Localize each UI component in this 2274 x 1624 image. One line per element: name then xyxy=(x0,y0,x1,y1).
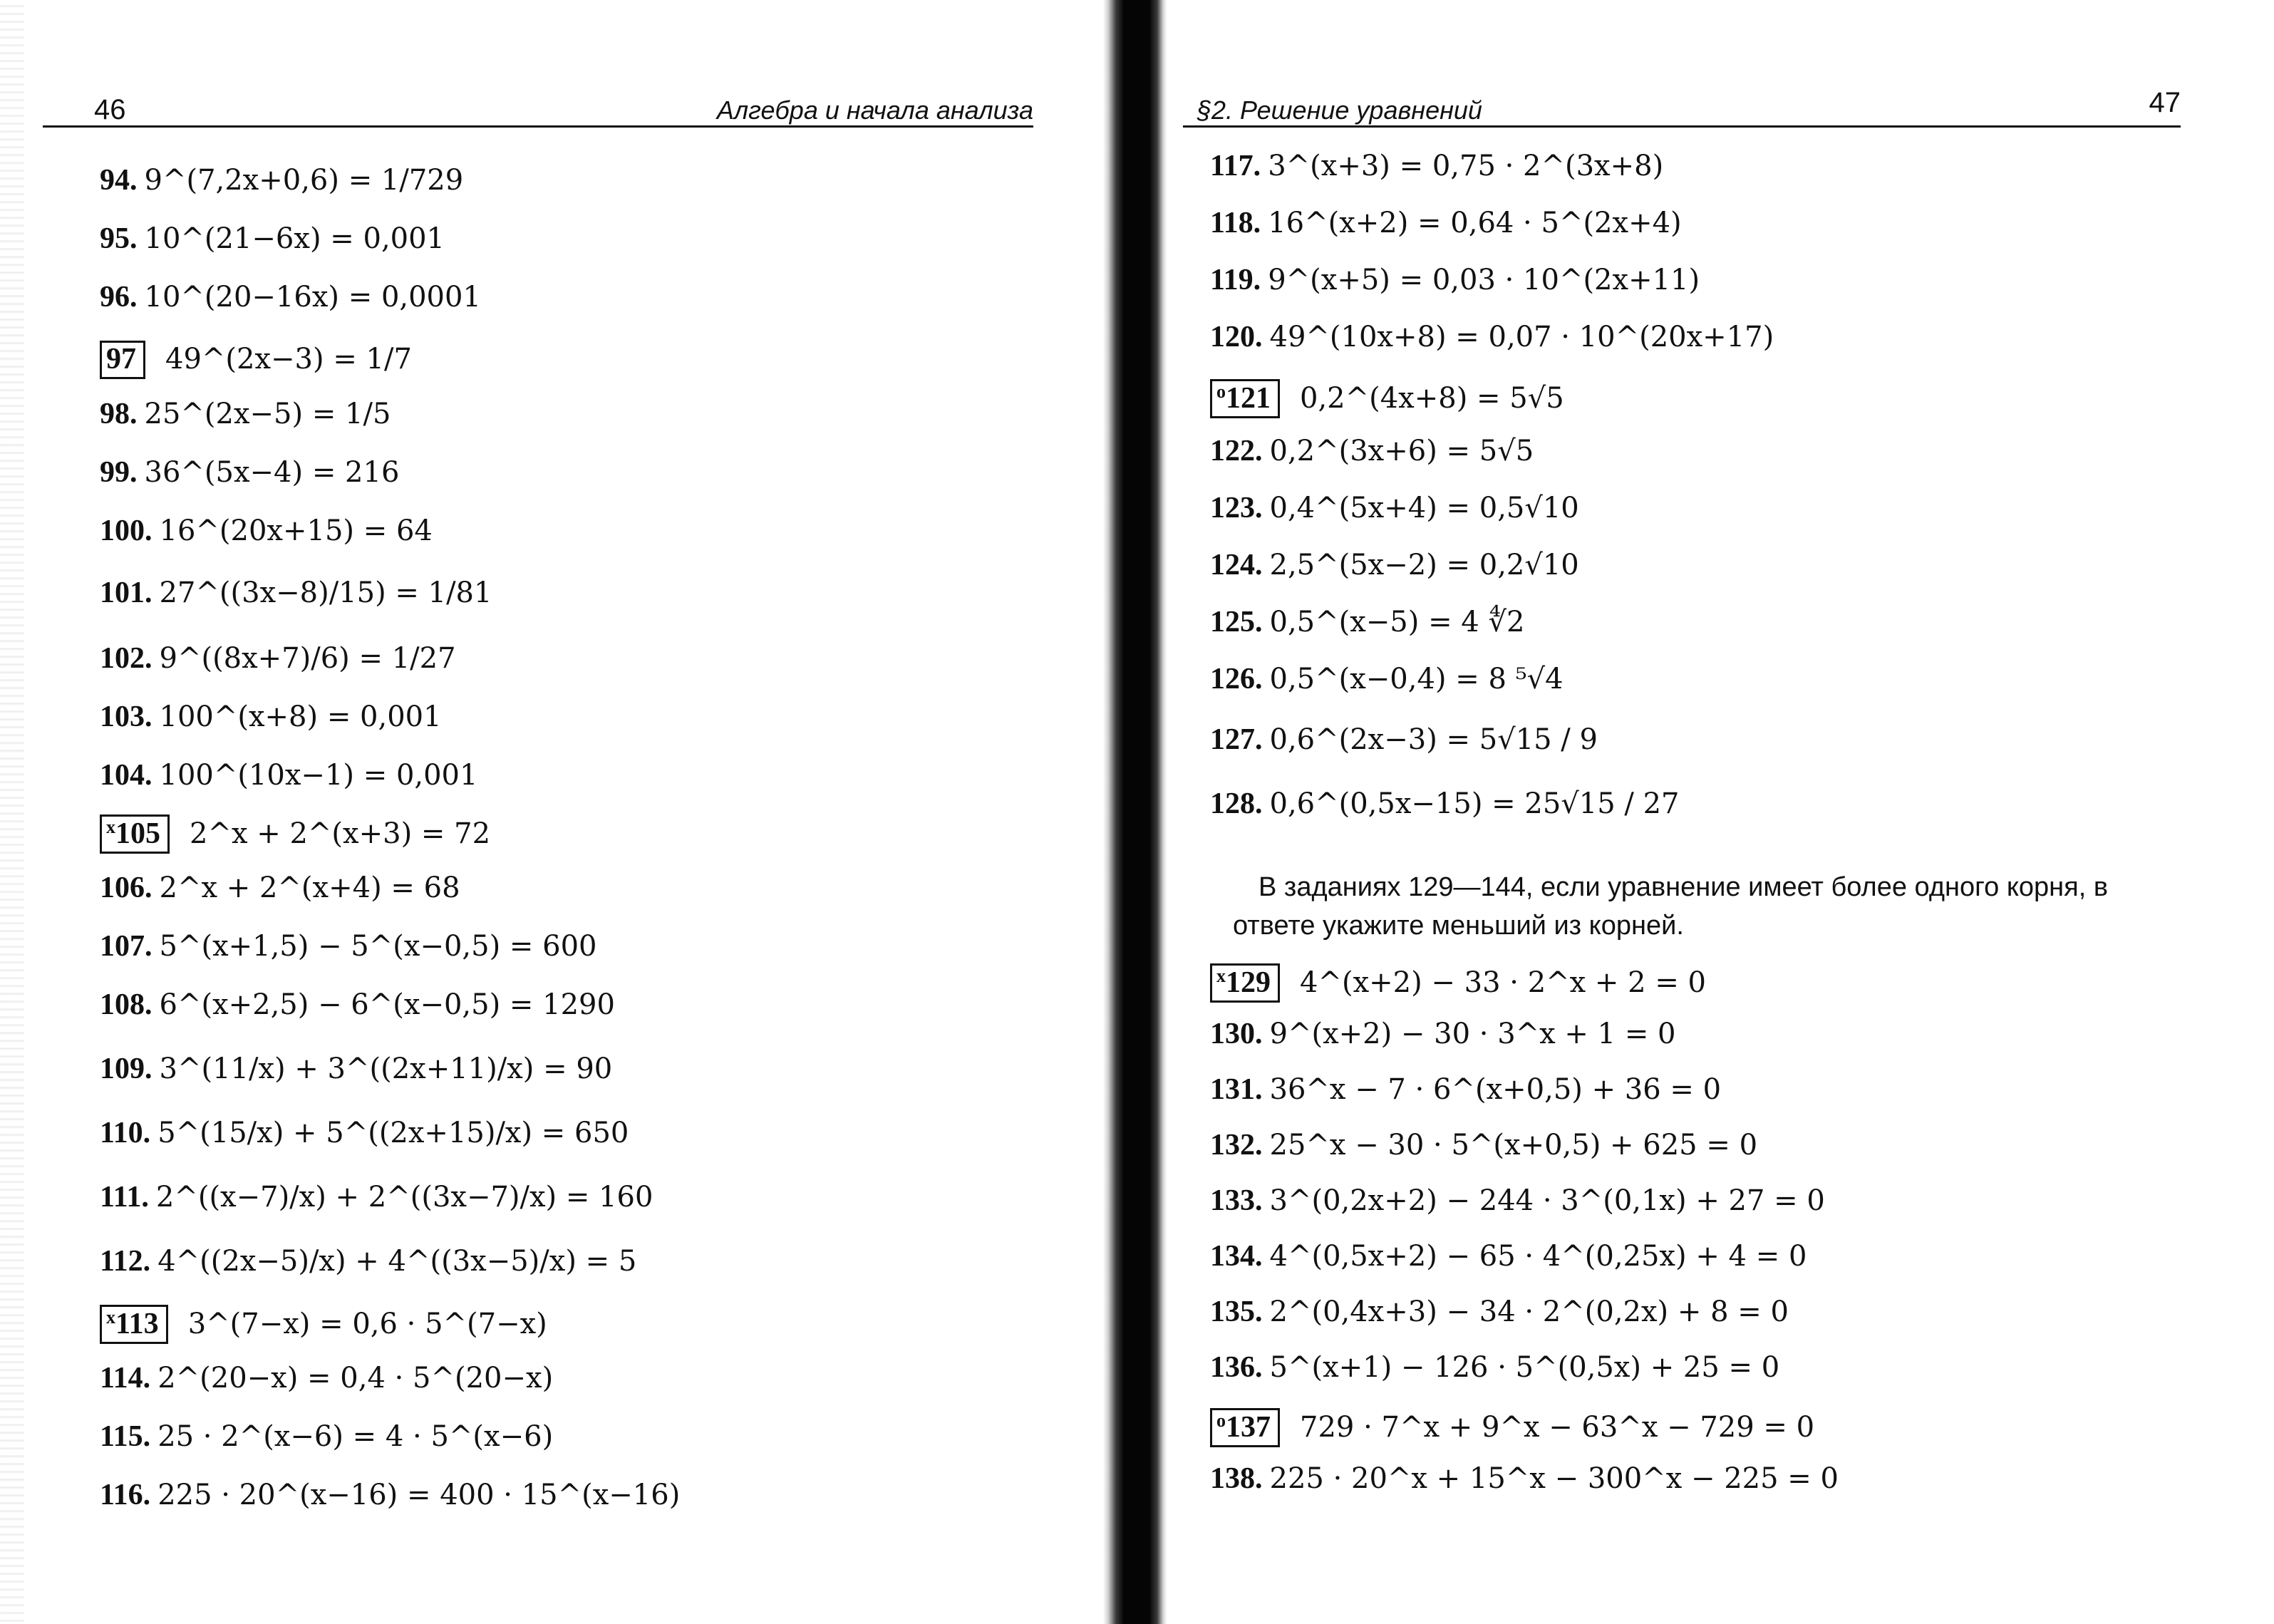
problem-equation: 9^((8x+7)/6) = 1/27 xyxy=(159,642,456,675)
problem-equation: 10^(20−16x) = 0,0001 xyxy=(144,281,481,314)
problem-item xyxy=(1210,664,1564,694)
problem-mark: o xyxy=(1216,1410,1226,1431)
problem-number: 131. xyxy=(1210,1073,1263,1106)
problem-item xyxy=(1210,1297,1789,1327)
problem-mark: x xyxy=(106,817,115,837)
problem-equation: 2^((x−7)/x) + 2^((3x−7)/x) = 160 xyxy=(155,1181,653,1214)
problem-equation: 4^(x+2) − 33 · 2^x + 2 = 0 xyxy=(1300,966,1706,999)
problem-mark: x xyxy=(1216,966,1226,986)
problem-number: 124. xyxy=(1210,549,1263,581)
problem-equation: 49^(2x−3) = 1/7 xyxy=(165,343,412,376)
problem-equation: 3^(x+3) = 0,75 · 2^(3x+8) xyxy=(1268,150,1664,182)
problem-equation: 25^x − 30 · 5^(x+0,5) + 625 = 0 xyxy=(1269,1129,1758,1162)
problem-item xyxy=(100,702,442,732)
problem-item xyxy=(1210,322,1774,352)
problem-number: 118. xyxy=(1210,207,1261,239)
problem-number: 106. xyxy=(100,872,153,904)
problem-number: 129 xyxy=(1226,966,1271,999)
problem-number: 128. xyxy=(1210,787,1263,820)
problem-number: 113 xyxy=(115,1308,159,1340)
problem-item xyxy=(100,760,477,790)
problem-equation: 2^x + 2^(x+4) = 68 xyxy=(159,872,460,904)
problem-number: 110. xyxy=(100,1117,151,1149)
problem-number: 114. xyxy=(100,1362,151,1395)
problem-item xyxy=(100,814,490,854)
problem-number: 132. xyxy=(1210,1129,1263,1162)
problem-item xyxy=(100,1054,612,1084)
scan-edge-left xyxy=(0,0,24,1624)
problem-equation: 25 · 2^(x−6) = 4 · 5^(x−6) xyxy=(157,1420,554,1453)
problem-equation: 16^(20x+15) = 64 xyxy=(159,514,433,547)
problem-equation: 9^(7,2x+0,6) = 1/729 xyxy=(144,164,464,197)
problem-number: 109. xyxy=(100,1053,153,1085)
problem-number: 96. xyxy=(100,281,138,314)
problem-number: 122. xyxy=(1210,435,1263,467)
problem-item xyxy=(1210,1130,1757,1160)
problem-item xyxy=(100,516,433,546)
left-page xyxy=(43,0,1033,1624)
problem-item xyxy=(100,931,596,961)
problem-equation: 225 · 20^(x−16) = 400 · 15^(x−16) xyxy=(157,1479,681,1511)
problem-equation: 100^(10x−1) = 0,001 xyxy=(159,759,478,792)
problem-number: 103. xyxy=(100,700,153,733)
problem-equation: 3^(7−x) = 0,6 · 5^(7−x) xyxy=(187,1308,547,1340)
problem-equation: 4^((2x−5)/x) + 4^((3x−5)/x) = 5 xyxy=(157,1245,637,1278)
problem-number: 108. xyxy=(100,988,153,1021)
running-title-left: Алгебра и начала анализа xyxy=(716,95,1033,125)
problem-item xyxy=(100,457,399,487)
problem-item xyxy=(100,1480,680,1510)
problem-equation: 225 · 20^x + 15^x − 300^x − 225 = 0 xyxy=(1269,1462,1839,1495)
right-page xyxy=(1183,0,2181,1624)
problem-number: 134. xyxy=(1210,1240,1263,1273)
problem-equation: 36^x − 7 · 6^(x+0,5) + 36 = 0 xyxy=(1269,1073,1722,1106)
problem-equation: 0,6^(0,5x−15) = 25√15 / 27 xyxy=(1269,787,1680,820)
problem-equation: 5^(x+1,5) − 5^(x−0,5) = 600 xyxy=(159,930,597,963)
problem-item xyxy=(1210,1408,1814,1447)
problem-item xyxy=(100,1246,636,1276)
problem-mark: o xyxy=(1216,381,1226,402)
problem-number: 102. xyxy=(100,642,153,675)
problem-number-boxed xyxy=(100,341,145,379)
problem-item xyxy=(100,1182,653,1212)
problem-item xyxy=(1210,1353,1779,1382)
problem-item xyxy=(1210,151,1663,181)
problem-number: 137 xyxy=(1226,1411,1271,1444)
problem-number: 104. xyxy=(100,759,153,792)
problem-item xyxy=(1210,550,1579,580)
problem-item xyxy=(100,165,463,195)
problem-equation: 3^(0,2x+2) − 244 · 3^(0,1x) + 27 = 0 xyxy=(1269,1184,1825,1217)
problem-number: 125. xyxy=(1210,606,1263,638)
problem-equation: 5^(15/x) + 5^((2x+15)/x) = 650 xyxy=(157,1117,629,1149)
problem-item xyxy=(1210,1241,1807,1271)
problem-equation: 6^(x+2,5) − 6^(x−0,5) = 1290 xyxy=(159,988,615,1021)
problem-equation: 2^x + 2^(x+3) = 72 xyxy=(190,817,491,850)
problem-item xyxy=(1210,1075,1721,1105)
problem-item xyxy=(1210,789,1679,819)
problem-number: 117. xyxy=(1210,150,1261,182)
problem-item xyxy=(100,1118,629,1148)
problem-number: 94. xyxy=(100,164,138,197)
problem-number: 126. xyxy=(1210,663,1263,695)
problem-equation: 729 · 7^x + 9^x − 63^x − 729 = 0 xyxy=(1300,1411,1815,1444)
problem-number: 97 xyxy=(106,343,136,376)
problem-number-boxed xyxy=(1210,963,1280,1003)
problem-equation: 0,4^(5x+4) = 0,5√10 xyxy=(1269,492,1579,524)
problem-number: 105 xyxy=(115,817,160,850)
problem-equation: 10^(21−6x) = 0,001 xyxy=(144,222,445,255)
problem-item xyxy=(1210,725,1598,755)
left-page-header xyxy=(43,94,1033,128)
problem-number: 135. xyxy=(1210,1295,1263,1328)
problem-item xyxy=(100,341,412,379)
problem-item xyxy=(100,990,615,1020)
problem-number: 130. xyxy=(1210,1018,1263,1050)
problem-item xyxy=(1210,208,1682,238)
problem-item xyxy=(1210,1019,1676,1049)
problem-equation: 0,5^(x−0,4) = 8 ⁵√4 xyxy=(1269,663,1564,695)
problem-equation: 25^(2x−5) = 1/5 xyxy=(144,398,391,430)
problem-item xyxy=(100,1422,553,1452)
problem-number: 95. xyxy=(100,222,138,255)
problem-equation: 2,5^(5x−2) = 0,2√10 xyxy=(1269,549,1579,581)
problem-equation: 27^((3x−8)/15) = 1/81 xyxy=(159,576,492,609)
problem-equation: 4^(0,5x+2) − 65 · 4^(0,25x) + 4 = 0 xyxy=(1269,1240,1807,1273)
problem-number: 98. xyxy=(100,398,138,430)
problem-number: 138. xyxy=(1210,1462,1263,1495)
problem-equation: 0,2^(3x+6) = 5√5 xyxy=(1269,435,1534,467)
problem-number: 133. xyxy=(1210,1184,1263,1217)
problem-equation: 16^(x+2) = 0,64 · 5^(2x+4) xyxy=(1268,207,1682,239)
problem-number-boxed xyxy=(100,814,170,854)
page-number-right: 47 xyxy=(2149,87,2181,118)
problem-number-boxed xyxy=(1210,379,1280,418)
problem-number: 121 xyxy=(1226,382,1271,415)
problem-number: 116. xyxy=(100,1479,151,1511)
problem-equation: 2^(0,4x+3) − 34 · 2^(0,2x) + 8 = 0 xyxy=(1269,1295,1789,1328)
problem-number: 115. xyxy=(100,1420,151,1453)
problem-item xyxy=(1210,607,1524,637)
problem-number: 120. xyxy=(1210,321,1263,353)
problem-number: 119. xyxy=(1210,264,1261,296)
problem-item xyxy=(1210,265,1700,295)
problem-item xyxy=(1210,436,1534,466)
problem-item xyxy=(100,873,460,903)
problem-item xyxy=(1210,493,1579,523)
book-spine-gutter xyxy=(1103,0,1167,1624)
page-number-left: 46 xyxy=(94,94,126,125)
problem-number: 127. xyxy=(1210,723,1263,756)
problem-equation: 9^(x+5) = 0,03 · 10^(2x+11) xyxy=(1268,264,1700,296)
problem-item xyxy=(100,1363,553,1393)
problem-number: 123. xyxy=(1210,492,1263,524)
problem-equation: 49^(10x+8) = 0,07 · 10^(20x+17) xyxy=(1269,321,1774,353)
problem-equation: 0,6^(2x−3) = 5√15 / 9 xyxy=(1269,723,1598,756)
problem-item xyxy=(1210,963,1706,1003)
right-page-header xyxy=(1183,87,2181,128)
problem-equation: 0,2^(4x+8) = 5√5 xyxy=(1300,382,1564,415)
problem-mark: x xyxy=(106,1307,115,1328)
problem-number-boxed xyxy=(1210,1408,1280,1447)
problem-equation: 5^(x+1) − 126 · 5^(0,5x) + 25 = 0 xyxy=(1269,1351,1780,1384)
problem-number-boxed xyxy=(100,1305,168,1344)
problem-number: 99. xyxy=(100,456,138,489)
problem-item xyxy=(100,1305,547,1344)
problem-equation: 0,5^(x−5) = 4 ∜2 xyxy=(1269,606,1525,638)
problem-equation: 3^(11/x) + 3^((2x+11)/x) = 90 xyxy=(159,1053,613,1085)
problem-number: 101. xyxy=(100,576,153,609)
problem-item xyxy=(1210,1186,1825,1216)
problem-equation: 2^(20−x) = 0,4 · 5^(20−x) xyxy=(157,1362,554,1395)
problem-item xyxy=(100,643,456,673)
problem-item xyxy=(100,399,391,429)
problem-number: 111. xyxy=(100,1181,149,1214)
problem-item xyxy=(100,578,492,608)
instruction-paragraph: В заданиях 129—144, если уравнение имеет более одного корня, в ответе укажите меньший из корней. xyxy=(1233,872,2109,941)
problem-item xyxy=(100,224,445,254)
problem-equation: 100^(x+8) = 0,001 xyxy=(159,700,442,733)
problem-equation: 9^(x+2) − 30 · 3^x + 1 = 0 xyxy=(1269,1018,1676,1050)
problem-equation: 36^(5x−4) = 216 xyxy=(144,456,400,489)
problem-item xyxy=(100,282,481,312)
problem-number: 100. xyxy=(100,514,153,547)
problem-number: 112. xyxy=(100,1245,151,1278)
running-title-right: §2. Решение уравнений xyxy=(1197,95,1482,125)
problem-number: 107. xyxy=(100,930,153,963)
problem-item xyxy=(1210,1464,1839,1494)
problem-item xyxy=(1210,379,1564,418)
problem-number: 136. xyxy=(1210,1351,1263,1384)
